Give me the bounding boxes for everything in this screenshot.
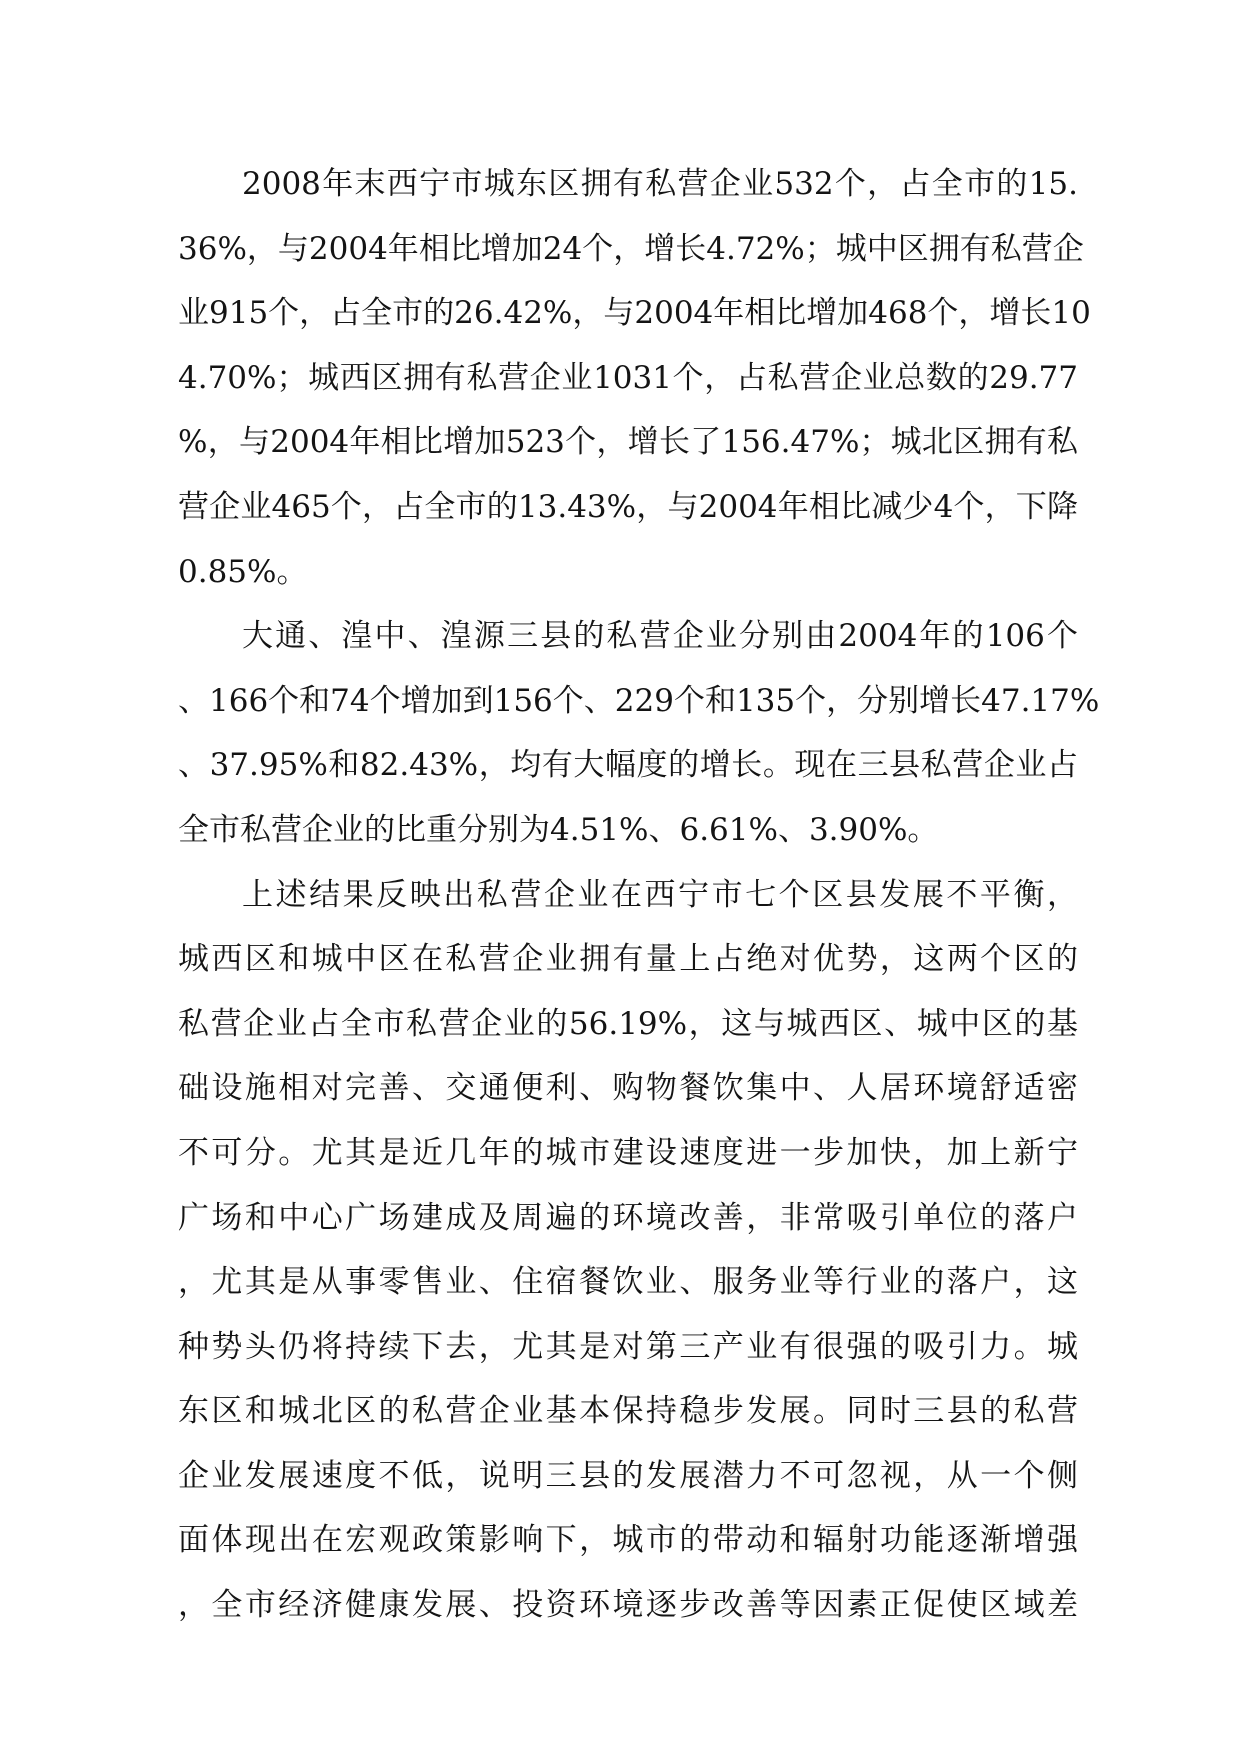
paragraph-line: 4.70%；城西区拥有私营企业1031个，占私营企业总数的29.77 — [178, 359, 1078, 396]
paragraph-line: 全市私营企业的比重分别为4.51%、6.61%、3.90%。 — [178, 811, 939, 848]
body-text — [178, 152, 1100, 1638]
paragraph-line: 不可分。尤其是近几年的城市建设速度进一步加快，加上新宁 — [178, 1134, 1078, 1171]
paragraph-line: 、37.95%和82.43%，均有大幅度的增长。现在三县私营企业占 — [178, 747, 1078, 784]
paragraph-line: 2008年末西宁市城东区拥有私营企业532个，占全市的15. — [242, 166, 1078, 202]
paragraph-line: 广场和中心广场建成及周遍的环境改善，非常吸引单位的落户 — [178, 1199, 1078, 1236]
paragraph-line: 营企业465个，占全市的13.43%，与2004年相比减少4个，下降 — [178, 488, 1078, 525]
paragraph-line: 业915个，占全市的26.42%，与2004年相比增加468个，增长10 — [178, 295, 1091, 332]
paragraph-line: %，与2004年相比增加523个，增长了156.47%；城北区拥有私 — [178, 424, 1078, 461]
paragraph-line: 36%，与2004年相比增加24个，增长4.72%；城中区拥有私营企 — [178, 230, 1084, 267]
paragraph-three-counties — [178, 604, 1100, 862]
paragraph-line: 东区和城北区的私营企业基本保持稳步发展。同时三县的私营 — [178, 1393, 1078, 1430]
paragraph-line: ，全市经济健康发展、投资环境逐步改善等因素正促使区域差 — [178, 1587, 1078, 1624]
paragraph-line: 、166个和74个增加到156个、229个和135个，分别增长47.17% — [178, 682, 1100, 719]
paragraph-urban-districts — [178, 152, 1091, 604]
paragraph-line: 面体现出在宏观政策影响下，城市的带动和辐射功能逐渐增强 — [178, 1522, 1078, 1559]
paragraph-analysis — [178, 863, 1078, 1638]
paragraph-line: ，尤其是从事零售业、住宿餐饮业、服务业等行业的落户，这 — [178, 1264, 1078, 1301]
paragraph-line: 0.85%。 — [178, 553, 308, 590]
paragraph-line: 大通、湟中、湟源三县的私营企业分别由2004年的106个 — [242, 618, 1078, 655]
paragraph-line: 础设施相对完善、交通便利、购物餐饮集中、人居环境舒适密 — [178, 1070, 1078, 1107]
paragraph-line: 上述结果反映出私营企业在西宁市七个区县发展不平衡， — [242, 876, 1078, 913]
paragraph-line: 企业发展速度不低，说明三县的发展潜力不可忽视，从一个侧 — [178, 1457, 1078, 1494]
paragraph-line: 种势头仍将持续下去，尤其是对第三产业有很强的吸引力。城 — [178, 1328, 1078, 1365]
paragraph-line: 城西区和城中区在私营企业拥有量上占绝对优势，这两个区的 — [178, 941, 1078, 978]
paragraph-line: 私营企业占全市私营企业的56.19%，这与城西区、城中区的基 — [178, 1005, 1078, 1042]
